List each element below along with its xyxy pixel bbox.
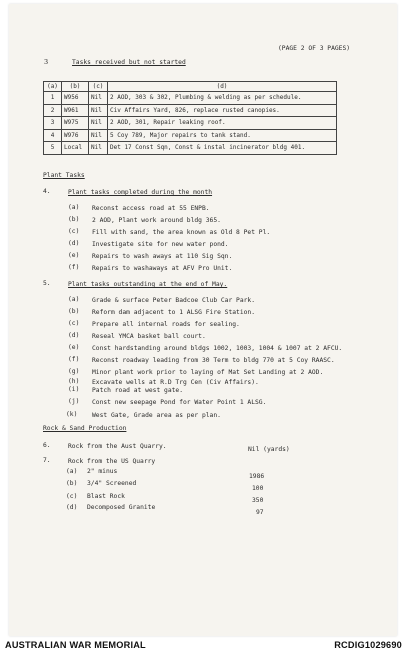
list-item-value: 97 [256, 509, 264, 516]
row-ref: W961 [62, 104, 89, 117]
list-item-text: Blast Rock [87, 493, 125, 500]
list-item-text: Repairs to wash aways at 110 Sig Sqn. [92, 253, 233, 260]
item-number: 5. [43, 280, 51, 287]
row-description: Det 17 Const Sqn, Const & instal incinerator bldg 401. [108, 142, 337, 155]
section-title: Tasks received but not started [72, 59, 186, 66]
list-item-label: (b) [68, 216, 80, 223]
list-item-text: West Gate, Grade area as per plan. [92, 412, 221, 419]
list-item-text: Reseal YMCA basket ball court. [92, 333, 206, 340]
list-item-label: (c) [68, 228, 80, 235]
row-description: 5 Coy 789, Major repairs to tank stand. [108, 129, 337, 142]
rock-sand-heading: Rock & Sand Production [43, 425, 127, 432]
list-item-text: Prepare all internal roads for sealing. [92, 321, 240, 328]
row-number: 1 [44, 92, 62, 105]
row-number: 4 [44, 129, 62, 142]
list-item-label: (e) [68, 344, 80, 351]
item-number: 7. [43, 457, 51, 464]
list-item-text: Fill with sand, the area known as Old 8 Pet Pl. [92, 229, 271, 236]
table-row [44, 142, 337, 155]
list-item-text: Reconst roadway leading from 30 Term to bldg 770 at 5 Coy RAASC. [92, 357, 335, 364]
list-item-text: 2" minus [87, 468, 118, 475]
list-item-text: Excavate wells at R.D Trg Cen (Civ Affairs). [92, 379, 259, 386]
list-item-label: (d) [68, 240, 80, 247]
table-row [44, 104, 337, 117]
item-title: Plant tasks outstanding at the end of May. [68, 281, 228, 288]
list-item-label: (f) [68, 264, 80, 271]
list-item-label: (g) [68, 368, 80, 375]
row-ref: W956 [62, 92, 89, 105]
table-row [44, 117, 337, 130]
row-ref: W975 [62, 117, 89, 130]
column-header: (d) [108, 82, 337, 92]
table-row [44, 129, 337, 142]
row-description: Civ Affairs Yard, 826, replace rusted canopies. [108, 104, 337, 117]
list-item-value: 1986 [249, 473, 265, 480]
column-header: (a) [44, 82, 62, 92]
list-item-text: Const hardstanding around bldgs 1002, 1003, 1004 & 1007 at 2 AFCU. [92, 345, 343, 352]
list-item-text: 3/4" Screened [87, 480, 137, 487]
list-item-text: Const new seepage Pond for Water Point 1 ALSG. [92, 399, 267, 406]
row-status: Nil [89, 92, 108, 105]
list-item-text: Investigate site for new water pond. [92, 241, 229, 248]
list-item-label: (e) [68, 252, 80, 259]
list-item-label: (k) [66, 411, 78, 418]
list-item-label: (a) [66, 468, 78, 475]
item-value: Nil (yards) [248, 446, 290, 453]
column-header: (b) [62, 82, 89, 92]
column-header: (c) [89, 82, 108, 92]
list-item-label: (a) [68, 204, 80, 211]
list-item-text: Reform dam adjacent to 1 ALSG Fire Station. [92, 309, 256, 316]
list-item-value: 100 [252, 485, 264, 492]
list-item-label: (i) [68, 386, 80, 393]
row-description: 2 AOD, 301, Repair leaking roof. [108, 117, 337, 130]
table-row [44, 92, 337, 105]
row-description: 2 AOD, 303 & 302, Plumbing & welding as per schedule. [108, 92, 337, 105]
row-number: 5 [44, 142, 62, 155]
row-number: 2 [44, 104, 62, 117]
list-item-text: 2 AOD, Plant work around bldg 365. [92, 217, 221, 224]
item-text: Rock from the Aust Quarry. [68, 443, 167, 450]
item-title: Plant tasks completed during the month [68, 189, 213, 196]
plant-tasks-heading: Plant Tasks [43, 172, 85, 179]
page-header: (PAGE 2 OF 3 PAGES) [278, 45, 351, 52]
list-item-label: (j) [68, 398, 80, 405]
list-item-label: (b) [68, 308, 80, 315]
list-item-text: Grade & surface Peter Badcoe Club Car Park. [92, 297, 256, 304]
footer-record-id: RCDIG1029690 [334, 640, 402, 650]
row-number: 3 [44, 117, 62, 130]
row-ref: Local [62, 142, 89, 155]
list-item-label: (f) [68, 356, 80, 363]
list-item-text: Repairs to washaways at AFV Pro Unit. [92, 265, 233, 272]
item-number: 4. [43, 188, 51, 195]
footer-archive-name: AUSTRALIAN WAR MEMORIAL [5, 640, 146, 650]
row-ref: W976 [62, 129, 89, 142]
item-number: 6. [43, 442, 51, 449]
item-text: Rock from the US Quarry [68, 458, 156, 465]
list-item-label: (c) [66, 493, 78, 500]
row-status: Nil [89, 129, 108, 142]
row-status: Nil [89, 142, 108, 155]
table-header-row [44, 82, 337, 92]
section-number: 3 [44, 58, 49, 66]
list-item-text: Decomposed Granite [87, 504, 156, 511]
list-item-text: Reconst access road at 55 ENPB. [92, 205, 210, 212]
tasks-table [43, 81, 337, 155]
row-status: Nil [89, 104, 108, 117]
list-item-label: (d) [68, 332, 80, 339]
list-item-label: (c) [68, 320, 80, 327]
list-item-label: (b) [66, 480, 78, 487]
list-item-text: Patch road at west gate. [92, 387, 183, 394]
list-item-text: Minor plant work prior to laying of Mat Set Landing at 2 AOD. [92, 369, 324, 376]
list-item-value: 350 [252, 497, 264, 504]
row-status: Nil [89, 117, 108, 130]
list-item-label: (a) [68, 296, 80, 303]
list-item-label: (d) [66, 504, 78, 511]
list-item-label: (h) [68, 378, 80, 385]
